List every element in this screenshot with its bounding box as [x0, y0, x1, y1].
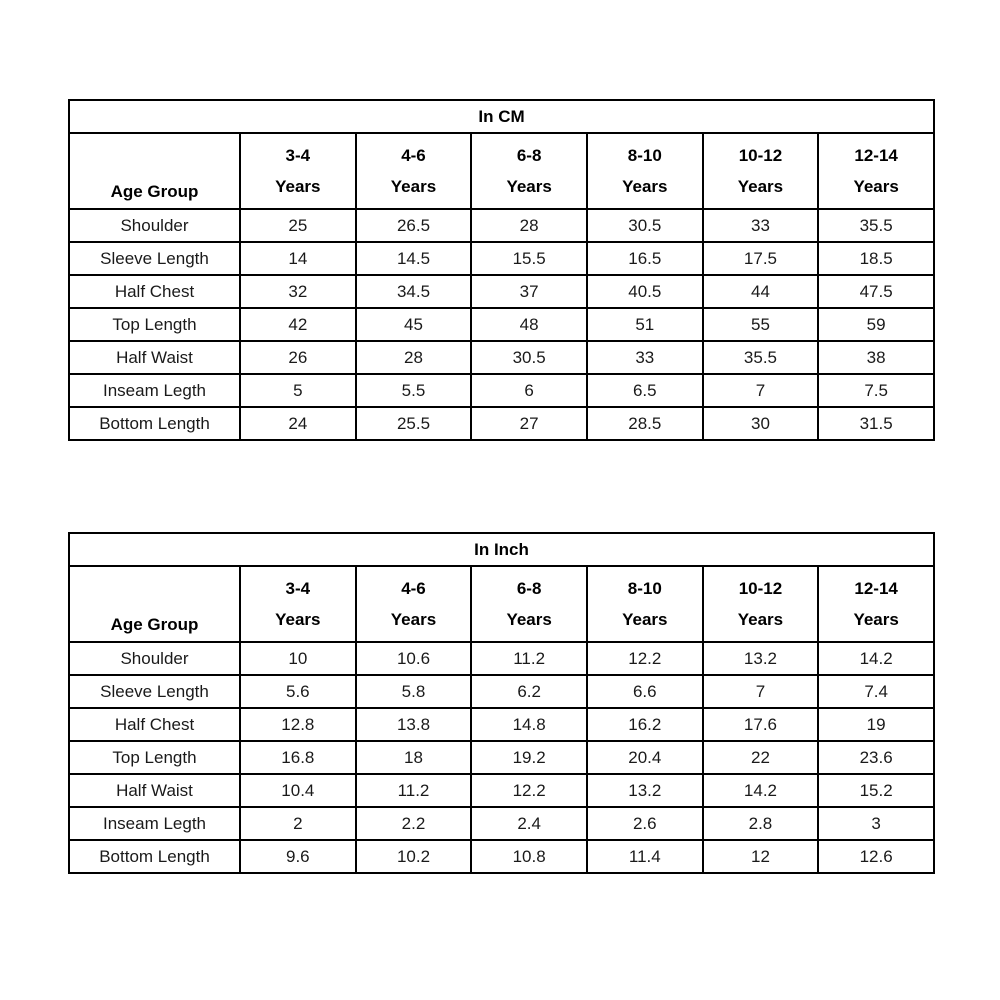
measurement-value: 13.8	[356, 708, 472, 741]
measurement-value: 2	[240, 807, 356, 840]
age-column-header	[356, 133, 472, 209]
measurement-value: 35.5	[818, 209, 934, 242]
measurement-value: 34.5	[356, 275, 472, 308]
measurement-value: 10.8	[471, 840, 587, 873]
table-header-row	[69, 133, 934, 209]
measurement-value: 55	[703, 308, 819, 341]
measurement-value: 15.2	[818, 774, 934, 807]
table-row	[69, 807, 934, 840]
measurement-value: 44	[703, 275, 819, 308]
measurement-value: 26.5	[356, 209, 472, 242]
table-row	[69, 675, 934, 708]
table-row	[69, 242, 934, 275]
measurement-value: 32	[240, 275, 356, 308]
measurement-value: 12.2	[587, 642, 703, 675]
measurement-value: 2.2	[356, 807, 472, 840]
measurement-value: 9.6	[240, 840, 356, 873]
table-row	[69, 209, 934, 242]
measurement-value: 6.2	[471, 675, 587, 708]
measurement-value: 14.2	[703, 774, 819, 807]
measurement-label: Bottom Length	[69, 407, 240, 440]
age-column-header	[587, 566, 703, 642]
measurement-value: 6.5	[587, 374, 703, 407]
measurement-value: 40.5	[587, 275, 703, 308]
age-unit: Years	[506, 610, 552, 629]
measurement-value: 18.5	[818, 242, 934, 275]
measurement-label: Sleeve Length	[69, 242, 240, 275]
table-header-row	[69, 566, 934, 642]
measurement-label: Top Length	[69, 308, 240, 341]
measurement-value: 5.6	[240, 675, 356, 708]
measurement-value: 48	[471, 308, 587, 341]
age-column-header	[471, 133, 587, 209]
table-row	[69, 374, 934, 407]
measurement-value: 12.6	[818, 840, 934, 873]
age-range: 8-10	[627, 146, 662, 165]
age-range: 10-12	[738, 146, 783, 165]
age-unit: Years	[737, 610, 784, 629]
age-unit: Years	[506, 177, 552, 196]
measurement-value: 28	[471, 209, 587, 242]
measurement-value: 15.5	[471, 242, 587, 275]
age-range: 4-6	[401, 146, 426, 165]
age-unit: Years	[622, 177, 668, 196]
measurement-value: 38	[818, 341, 934, 374]
measurement-label: Half Chest	[69, 708, 240, 741]
age-column-header	[356, 566, 472, 642]
measurement-value: 28.5	[587, 407, 703, 440]
age-unit: Years	[737, 177, 784, 196]
age-unit: Years	[390, 610, 437, 629]
table-row	[69, 642, 934, 675]
measurement-value: 20.4	[587, 741, 703, 774]
measurement-value: 5	[240, 374, 356, 407]
measurement-value: 10.2	[356, 840, 472, 873]
measurement-value: 26	[240, 341, 356, 374]
table-title-row	[69, 100, 934, 133]
age-group-header: Age Group	[69, 133, 240, 209]
measurement-value: 59	[818, 308, 934, 341]
measurement-value: 11.4	[587, 840, 703, 873]
measurement-value: 11.2	[471, 642, 587, 675]
age-column-header	[587, 133, 703, 209]
measurement-value: 10.6	[356, 642, 472, 675]
measurement-value: 37	[471, 275, 587, 308]
age-unit: Years	[275, 177, 321, 196]
age-column-header	[703, 133, 819, 209]
measurement-value: 33	[587, 341, 703, 374]
age-column-header	[703, 566, 819, 642]
age-unit: Years	[853, 177, 899, 196]
measurement-value: 7.4	[818, 675, 934, 708]
measurement-label: Top Length	[69, 741, 240, 774]
age-unit: Years	[390, 177, 437, 196]
measurement-value: 14.8	[471, 708, 587, 741]
measurement-label: Sleeve Length	[69, 675, 240, 708]
age-range: 12-14	[854, 579, 898, 598]
measurement-value: 31.5	[818, 407, 934, 440]
measurement-value: 51	[587, 308, 703, 341]
table-row	[69, 840, 934, 873]
measurement-value: 24	[240, 407, 356, 440]
measurement-value: 28	[356, 341, 472, 374]
age-range: 6-8	[516, 579, 542, 598]
measurement-value: 13.2	[703, 642, 819, 675]
measurement-label: Half Waist	[69, 341, 240, 374]
age-column-header	[818, 133, 934, 209]
measurement-value: 19	[818, 708, 934, 741]
measurement-value: 7.5	[818, 374, 934, 407]
table-title-row	[69, 533, 934, 566]
age-range: 6-8	[516, 146, 542, 165]
measurement-value: 7	[703, 675, 819, 708]
measurement-label: Inseam Legth	[69, 807, 240, 840]
measurement-value: 7	[703, 374, 819, 407]
age-range: 3-4	[285, 579, 311, 598]
measurement-label: Shoulder	[69, 642, 240, 675]
measurement-value: 23.6	[818, 741, 934, 774]
size-table-cm	[68, 99, 935, 441]
measurement-value: 14	[240, 242, 356, 275]
age-column-header	[471, 566, 587, 642]
age-column-header	[240, 566, 356, 642]
measurement-value: 2.8	[703, 807, 819, 840]
measurement-value: 2.6	[587, 807, 703, 840]
measurement-value: 5.8	[356, 675, 472, 708]
measurement-value: 30.5	[471, 341, 587, 374]
table-row	[69, 774, 934, 807]
measurement-value: 42	[240, 308, 356, 341]
measurement-value: 6.6	[587, 675, 703, 708]
age-range: 3-4	[285, 146, 311, 165]
measurement-value: 14.5	[356, 242, 472, 275]
measurement-value: 16.2	[587, 708, 703, 741]
measurement-value: 22	[703, 741, 819, 774]
measurement-value: 16.8	[240, 741, 356, 774]
measurement-value: 2.4	[471, 807, 587, 840]
age-column-header	[818, 566, 934, 642]
table-row	[69, 407, 934, 440]
measurement-value: 6	[471, 374, 587, 407]
measurement-value: 18	[356, 741, 472, 774]
measurement-label: Half Waist	[69, 774, 240, 807]
measurement-value: 27	[471, 407, 587, 440]
age-group-header: Age Group	[69, 566, 240, 642]
table-title: In Inch	[69, 533, 934, 566]
age-range: 10-12	[738, 579, 783, 598]
age-range: 8-10	[627, 579, 662, 598]
age-range: 4-6	[401, 579, 426, 598]
table-title: In CM	[69, 100, 934, 133]
measurement-value: 5.5	[356, 374, 472, 407]
measurement-value: 10	[240, 642, 356, 675]
age-range: 12-14	[854, 146, 898, 165]
measurement-value: 17.5	[703, 242, 819, 275]
measurement-value: 30.5	[587, 209, 703, 242]
measurement-value: 33	[703, 209, 819, 242]
measurement-label: Shoulder	[69, 209, 240, 242]
measurement-value: 47.5	[818, 275, 934, 308]
measurement-label: Half Chest	[69, 275, 240, 308]
measurement-label: Bottom Length	[69, 840, 240, 873]
measurement-value: 16.5	[587, 242, 703, 275]
measurement-value: 12.8	[240, 708, 356, 741]
age-column-header	[240, 133, 356, 209]
measurement-value: 13.2	[587, 774, 703, 807]
measurement-value: 3	[818, 807, 934, 840]
measurement-value: 14.2	[818, 642, 934, 675]
table-row	[69, 308, 934, 341]
measurement-value: 45	[356, 308, 472, 341]
table-row	[69, 341, 934, 374]
measurement-value: 30	[703, 407, 819, 440]
measurement-value: 11.2	[356, 774, 472, 807]
measurement-value: 35.5	[703, 341, 819, 374]
age-unit: Years	[853, 610, 899, 629]
measurement-value: 19.2	[471, 741, 587, 774]
measurement-value: 17.6	[703, 708, 819, 741]
measurement-value: 12	[703, 840, 819, 873]
measurement-value: 25	[240, 209, 356, 242]
table-row	[69, 708, 934, 741]
measurement-label: Inseam Legth	[69, 374, 240, 407]
measurement-value: 25.5	[356, 407, 472, 440]
age-unit: Years	[622, 610, 668, 629]
size-table-inch	[68, 532, 935, 874]
measurement-value: 12.2	[471, 774, 587, 807]
table-row	[69, 741, 934, 774]
table-row	[69, 275, 934, 308]
age-unit: Years	[275, 610, 321, 629]
measurement-value: 10.4	[240, 774, 356, 807]
